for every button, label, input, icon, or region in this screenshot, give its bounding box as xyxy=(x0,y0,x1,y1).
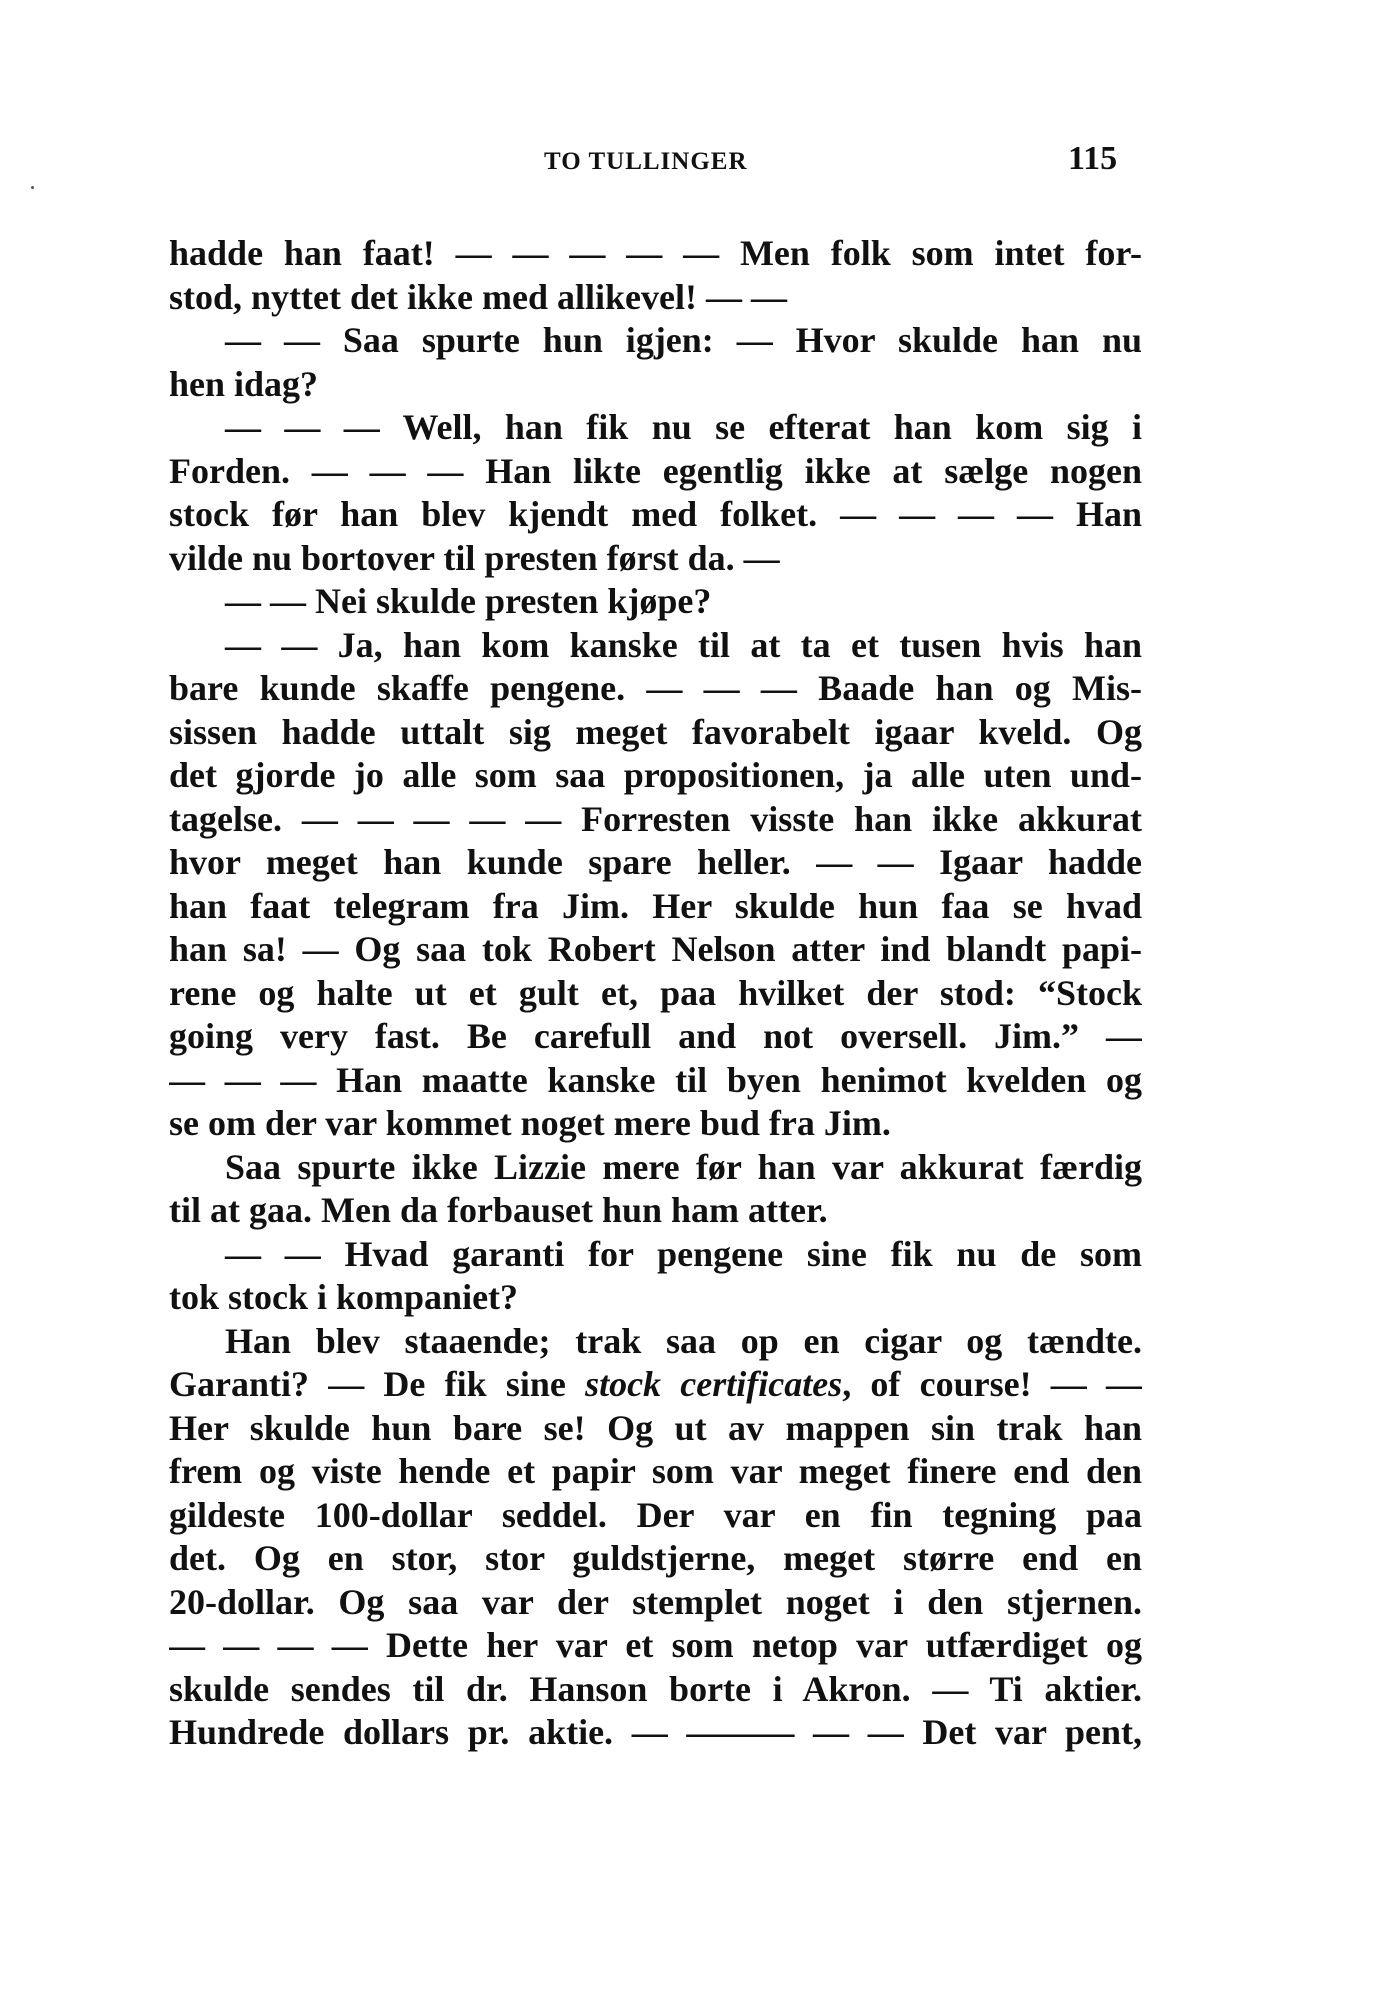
text-line: — — Saa spurte hun igjen: — Hvor skulde han nu xyxy=(225,320,1142,360)
body-text xyxy=(169,232,1142,1755)
text-line: Garanti? — De fik sine stock certificates, of course! — — xyxy=(169,1364,1142,1404)
text-line: — — — Well, han fik nu se efterat han kom sig i xyxy=(225,407,1142,447)
text-line: han sa! — Og saa tok Robert Nelson atter ind blandt papi- xyxy=(169,929,1142,969)
text-line: — — Hvad garanti for pengene sine fik nu de som xyxy=(225,1233,1142,1274)
page-number: 115 xyxy=(1068,140,1118,177)
margin-speck xyxy=(31,186,34,189)
text-line: Forden. — — — Han likte egentlig ikke at sælge nogen xyxy=(169,450,1142,491)
text-line: det. Og en stor, stor guldstjerne, meget større end en xyxy=(169,1538,1142,1578)
text-line: stod, nyttet det ikke med allikevel! — — xyxy=(169,276,787,317)
text-line: hen idag? xyxy=(169,363,319,404)
text-line: hadde han faat! — — — — — Men folk som intet for- xyxy=(169,233,1142,273)
text-line: Han blev staaende; trak saa op en cigar og tændte. xyxy=(225,1320,1142,1361)
text-line: Hundrede dollars pr. aktie. — ——— — — Det var pent, xyxy=(169,1712,1142,1752)
text-line: — — — Han maatte kanske til byen henimot kvelden og xyxy=(169,1059,1142,1100)
text-line: 20-dollar. Og saa var der stemplet noget i den stjernen. xyxy=(169,1581,1142,1622)
text-line: han faat telegram fra Jim. Her skulde hun faa se hvad xyxy=(169,885,1142,926)
text-line: rene og halte ut et gult et, paa hvilket der stod: “Stock xyxy=(169,972,1142,1013)
text-line: tok stock i kompaniet? xyxy=(169,1277,519,1317)
text-line: sissen hadde uttalt sig meget favorabelt igaar kveld. Og xyxy=(169,711,1142,752)
text-line: Her skulde hun bare se! Og ut av mappen sin trak han xyxy=(169,1407,1142,1448)
text-line: tagelse. — — — — — Forresten visste han ikke akkurat xyxy=(169,798,1142,839)
text-line: hvor meget han kunde spare heller. — — Igaar hadde xyxy=(169,842,1142,882)
text-line: se om der var kommet noget mere bud fra Jim. xyxy=(169,1103,891,1143)
text-line: frem og viste hende et papir som var meget finere end den xyxy=(169,1451,1142,1491)
text-line: vilde nu bortover til presten først da. — xyxy=(169,537,780,578)
text-line: til at gaa. Men da forbauset hun ham atter. xyxy=(169,1190,828,1230)
text-line: stock før han blev kjendt med folket. — — — — Han xyxy=(169,494,1142,534)
text-line: going very fast. Be carefull and not oversell. Jim.” — xyxy=(169,1016,1142,1056)
text-line: gildeste 100-dollar seddel. Der var en fin tegning paa xyxy=(169,1494,1142,1535)
text-line: bare kunde skaffe pengene. — — — Baade han og Mis- xyxy=(169,668,1142,708)
text-line: — — — — Dette her var et som netop var utfærdiget og xyxy=(169,1625,1142,1665)
text-line: — — Ja, han kom kanske til at ta et tusen hvis han xyxy=(225,624,1142,665)
italic-phrase: stock certificates xyxy=(585,1364,843,1404)
running-header xyxy=(0,140,1400,180)
text-line: — — Nei skulde presten kjøpe? xyxy=(225,581,712,621)
text-line: Saa spurte ikke Lizzie mere før han var akkurat færdig xyxy=(225,1146,1142,1187)
text-line: skulde sendes til dr. Hanson borte i Akron. — Ti aktier. xyxy=(169,1668,1142,1709)
running-title: TO TULLINGER xyxy=(544,148,748,175)
text-line: det gjorde jo alle som saa propositionen, ja alle uten und- xyxy=(169,755,1142,795)
